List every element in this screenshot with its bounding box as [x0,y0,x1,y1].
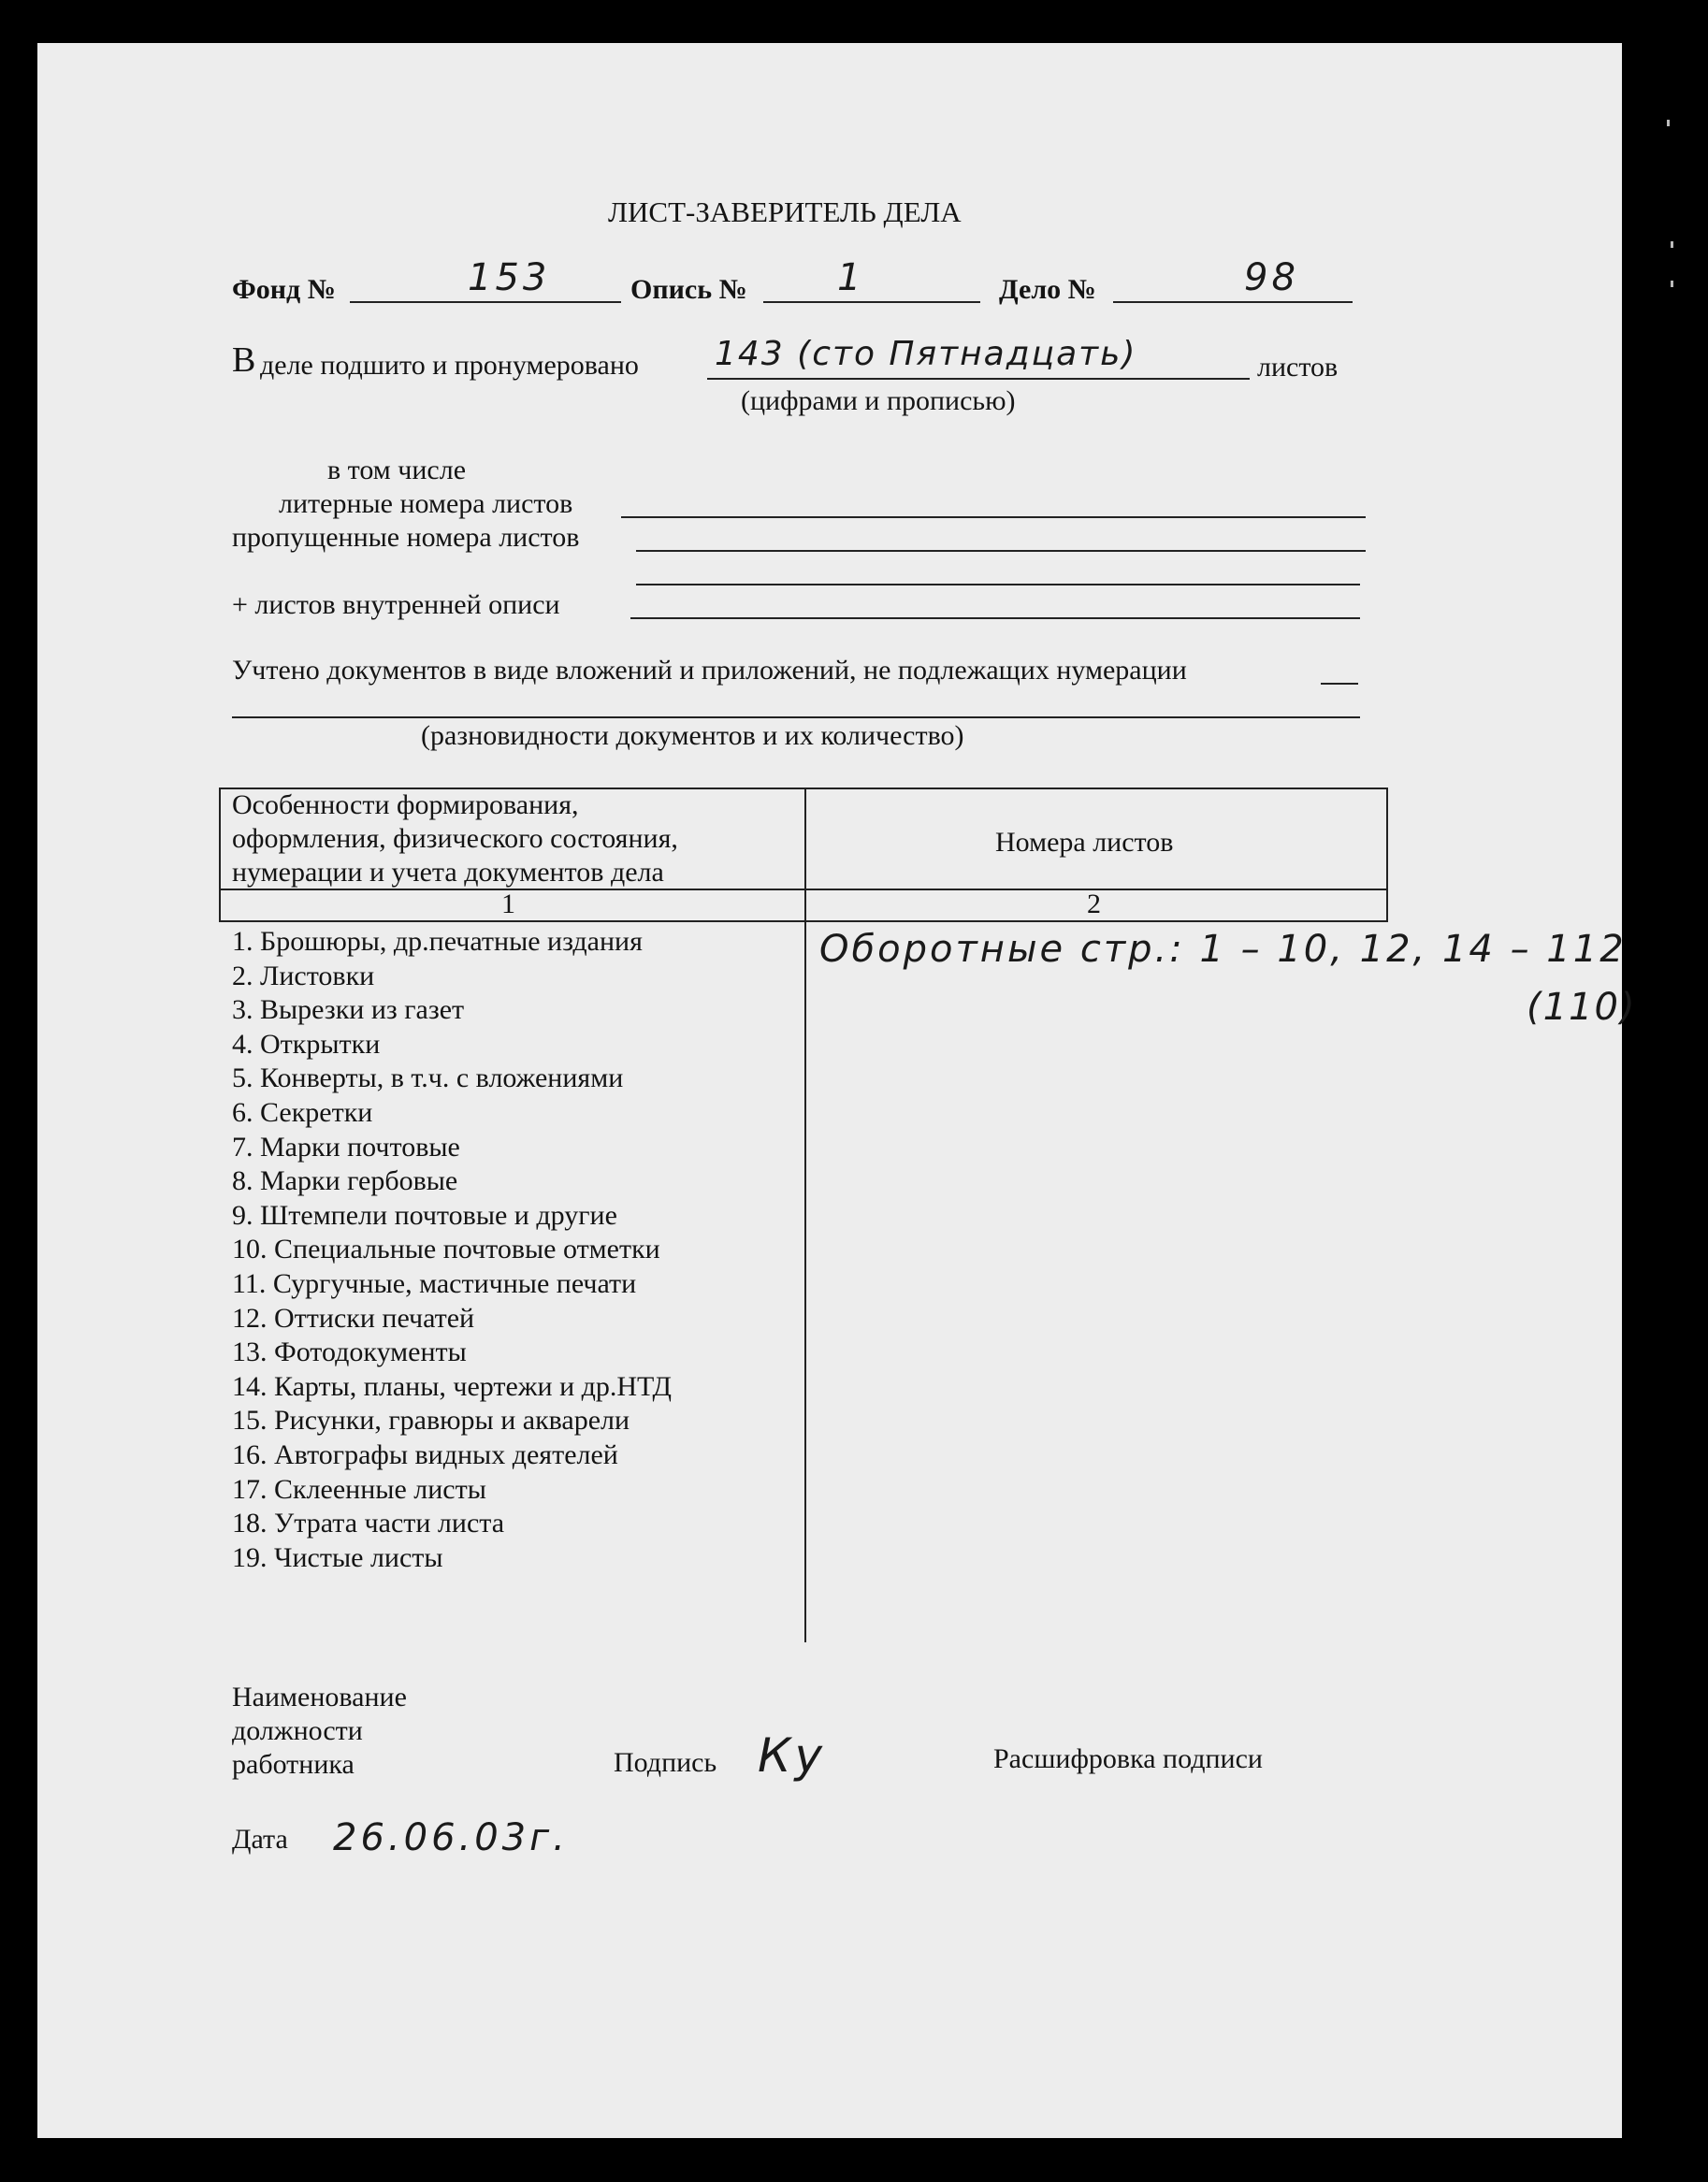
list-item: 13. Фотодокументы [232,1337,467,1368]
delo-value: 98 [1244,256,1299,299]
opis-label: Опись № [630,274,747,305]
list-item: 8. Марки гербовые [232,1165,458,1197]
count-prefix-big: В [232,340,256,380]
scan-mark [1671,241,1673,248]
count-line [707,378,1250,380]
list-item: 17. Склеенные листы [232,1473,486,1505]
skipped-line-2 [636,584,1360,585]
page-title: ЛИСТ-ЗАВЕРИТЕЛЬ ДЕЛА [608,195,962,228]
position-label-3: работника [232,1749,355,1780]
count-caption: (цифрами и прописью) [741,385,1016,416]
list-item: 16. Автографы видных деятелей [232,1439,618,1470]
signature-label: Подпись [614,1747,717,1778]
position-label-1: Наименование [232,1682,407,1712]
col1-number: 1 [501,889,515,919]
date-value: 26.06.03г. [333,1816,569,1859]
list-item: 10. Специальные почтовые отметки [232,1234,660,1265]
list-item: 9. Штемпели почтовые и другие [232,1199,617,1231]
table-left-border [219,788,221,920]
col1-header-line2: оформления, физического состояния, [232,823,678,854]
list-item: 11. Сургучные, мастичные печати [232,1268,637,1299]
list-item: 15. Рисунки, гравюры и акварели [232,1405,630,1437]
scan-mark [1671,281,1673,287]
count-suffix: листов [1257,352,1339,383]
list-item: 3. Вырезки из газет [232,994,465,1026]
list-item: 2. Листовки [232,960,375,991]
signature-value: Ку [758,1728,827,1783]
list-item: 4. Открытки [232,1028,381,1060]
table-header-divider [219,889,1388,890]
lettered-line [621,516,1366,518]
count-value: 143 (сто Пятнадцать) [715,335,1137,373]
table-right-border [1386,788,1388,920]
sheet-numbers-count: (110) [1527,986,1637,1029]
list-item: 19. Чистые листы [232,1541,443,1573]
col2-number: 2 [1087,889,1101,919]
date-label: Дата [232,1824,288,1855]
table-column-divider [804,788,806,1642]
attachments-line [232,716,1360,718]
features-table [219,788,1637,1642]
opis-value: 1 [837,256,865,299]
fond-value: 153 [468,256,551,299]
skipped-label: пропущенные номера листов [232,522,580,553]
col2-header: Номера листов [995,827,1174,858]
lettered-label: литерные номера листов [279,488,573,519]
list-item: 1. Брошюры, др.печатные издания [232,926,643,957]
fond-line [350,301,621,303]
delo-label: Дело № [999,274,1096,305]
col1-header-line3: нумерации и учета документов дела [232,857,664,888]
scan-mark [1667,120,1670,126]
attachments-caption: (разновидности документов и их количество) [421,720,964,751]
list-item: 7. Марки почтовые [232,1131,460,1163]
sheet-numbers-note: Оборотные стр.: 1 – 10, 12, 14 – 112 [819,928,1627,971]
position-label-2: должности [232,1715,363,1746]
including-label: в том числе [327,455,467,485]
list-item: 18. Утрата части листа [232,1508,505,1539]
inner-inventory-label: + листов внутренней описи [232,589,560,620]
count-prefix: деле подшито и пронумеровано [260,350,639,381]
fond-label: Фонд № [232,274,336,305]
table-numbers-divider [219,920,1388,922]
signature-decode-label: Расшифровка подписи [993,1743,1263,1774]
attachments-line-end [1321,683,1358,685]
document-sheet [37,43,1637,2138]
delo-line [1113,301,1353,303]
list-item: 12. Оттиски печатей [232,1302,475,1334]
skipped-line [636,550,1366,552]
attachments-label: Учтено документов в виде вложений и приложений, не подлежащих нумерации [232,655,1187,686]
col1-header-line1: Особенности формирования, [232,789,579,820]
list-item: 6. Секретки [232,1097,373,1128]
list-item: 14. Карты, планы, чертежи и др.НТД [232,1370,672,1402]
inner-inventory-line [630,617,1360,619]
opis-line [763,301,980,303]
list-item: 5. Конверты, в т.ч. с вложениями [232,1062,624,1094]
